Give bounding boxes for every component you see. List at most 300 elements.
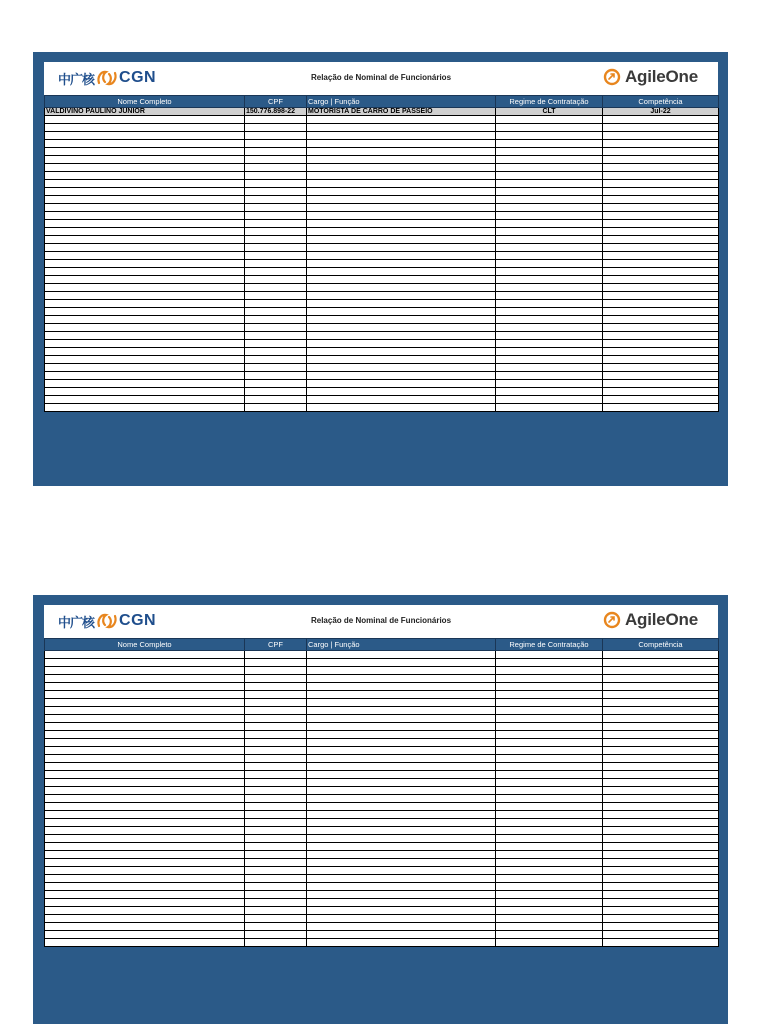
cell-regime-contratacao[interactable] — [496, 827, 603, 835]
cell-regime-contratacao[interactable] — [496, 883, 603, 891]
cell-cargo-funcao[interactable] — [307, 891, 496, 899]
table-row-empty[interactable] — [45, 292, 719, 300]
cell-cpf[interactable] — [245, 388, 307, 396]
cell-cpf[interactable] — [245, 396, 307, 404]
cell-competencia[interactable] — [603, 140, 719, 148]
cell-cargo-funcao[interactable] — [307, 140, 496, 148]
cell-cpf[interactable] — [245, 771, 307, 779]
cell-cargo-funcao[interactable] — [307, 356, 496, 364]
cell-nome-completo[interactable] — [45, 228, 245, 236]
table-row-empty[interactable] — [45, 747, 719, 755]
cell-nome-completo[interactable] — [45, 859, 245, 867]
cell-regime-contratacao[interactable] — [496, 707, 603, 715]
cell-cargo-funcao[interactable] — [307, 156, 496, 164]
table-row-empty[interactable] — [45, 835, 719, 843]
cell-regime-contratacao[interactable] — [496, 180, 603, 188]
cell-cargo-funcao[interactable] — [307, 651, 496, 659]
cell-nome-completo[interactable] — [45, 404, 245, 412]
cell-nome-completo[interactable] — [45, 244, 245, 252]
cell-nome-completo[interactable] — [45, 771, 245, 779]
table-row-empty[interactable] — [45, 867, 719, 875]
cell-nome-completo[interactable]: VALDIVINO PAULINO JUNIOR — [45, 108, 245, 116]
cell-regime-contratacao[interactable] — [496, 364, 603, 372]
cell-cpf[interactable] — [245, 683, 307, 691]
cell-cpf[interactable] — [245, 148, 307, 156]
cell-cpf[interactable] — [245, 196, 307, 204]
cell-competencia[interactable] — [603, 116, 719, 124]
cell-regime-contratacao[interactable] — [496, 723, 603, 731]
table-row-empty[interactable] — [45, 907, 719, 915]
cell-competencia[interactable] — [603, 396, 719, 404]
cell-cargo-funcao[interactable] — [307, 907, 496, 915]
cell-cargo-funcao[interactable] — [307, 172, 496, 180]
table-row-empty[interactable] — [45, 771, 719, 779]
cell-competencia[interactable] — [603, 731, 719, 739]
table-row-empty[interactable] — [45, 356, 719, 364]
cell-cpf[interactable] — [245, 867, 307, 875]
cell-competencia[interactable] — [603, 739, 719, 747]
cell-cargo-funcao[interactable] — [307, 372, 496, 380]
cell-cargo-funcao[interactable] — [307, 843, 496, 851]
table-row-empty[interactable] — [45, 819, 719, 827]
table-row-empty[interactable] — [45, 404, 719, 412]
table-row-empty[interactable] — [45, 675, 719, 683]
table-row-empty[interactable] — [45, 364, 719, 372]
cell-regime-contratacao[interactable] — [496, 132, 603, 140]
cell-regime-contratacao[interactable] — [496, 396, 603, 404]
cell-competencia[interactable] — [603, 332, 719, 340]
cell-nome-completo[interactable] — [45, 252, 245, 260]
cell-regime-contratacao[interactable] — [496, 140, 603, 148]
cell-regime-contratacao[interactable] — [496, 188, 603, 196]
cell-regime-contratacao[interactable] — [496, 763, 603, 771]
cell-cargo-funcao[interactable] — [307, 348, 496, 356]
cell-nome-completo[interactable] — [45, 915, 245, 923]
cell-cargo-funcao[interactable] — [307, 236, 496, 244]
cell-cpf[interactable] — [245, 923, 307, 931]
cell-nome-completo[interactable] — [45, 723, 245, 731]
cell-regime-contratacao[interactable] — [496, 739, 603, 747]
table-row-empty[interactable] — [45, 388, 719, 396]
cell-competencia[interactable] — [603, 819, 719, 827]
cell-nome-completo[interactable] — [45, 763, 245, 771]
table-row-empty[interactable] — [45, 340, 719, 348]
cell-nome-completo[interactable] — [45, 116, 245, 124]
cell-cargo-funcao[interactable] — [307, 388, 496, 396]
cell-cargo-funcao[interactable] — [307, 396, 496, 404]
cell-nome-completo[interactable] — [45, 396, 245, 404]
table-row-empty[interactable] — [45, 220, 719, 228]
cell-cargo-funcao[interactable] — [307, 795, 496, 803]
cell-cargo-funcao[interactable] — [307, 835, 496, 843]
cell-cargo-funcao[interactable] — [307, 308, 496, 316]
table-row-empty[interactable] — [45, 723, 719, 731]
table-row-empty[interactable] — [45, 715, 719, 723]
cell-competencia[interactable] — [603, 276, 719, 284]
cell-competencia[interactable] — [603, 723, 719, 731]
cell-cargo-funcao[interactable] — [307, 196, 496, 204]
table-row-empty[interactable] — [45, 739, 719, 747]
cell-nome-completo[interactable] — [45, 268, 245, 276]
cell-nome-completo[interactable] — [45, 779, 245, 787]
cell-regime-contratacao[interactable] — [496, 731, 603, 739]
cell-regime-contratacao[interactable] — [496, 859, 603, 867]
cell-cargo-funcao[interactable] — [307, 803, 496, 811]
cell-regime-contratacao[interactable] — [496, 907, 603, 915]
cell-competencia[interactable] — [603, 763, 719, 771]
cell-regime-contratacao[interactable] — [496, 715, 603, 723]
cell-nome-completo[interactable] — [45, 148, 245, 156]
cell-regime-contratacao[interactable] — [496, 939, 603, 947]
cell-cpf[interactable] — [245, 715, 307, 723]
cell-competencia[interactable] — [603, 683, 719, 691]
cell-cpf[interactable] — [245, 236, 307, 244]
cell-cpf[interactable] — [245, 316, 307, 324]
cell-regime-contratacao[interactable] — [496, 819, 603, 827]
table-row-empty[interactable] — [45, 651, 719, 659]
cell-cargo-funcao[interactable] — [307, 340, 496, 348]
cell-competencia[interactable] — [603, 923, 719, 931]
cell-cargo-funcao[interactable] — [307, 667, 496, 675]
cell-competencia[interactable] — [603, 755, 719, 763]
cell-regime-contratacao[interactable] — [496, 803, 603, 811]
cell-competencia[interactable] — [603, 324, 719, 332]
table-row-empty[interactable] — [45, 300, 719, 308]
table-row-empty[interactable] — [45, 132, 719, 140]
cell-cargo-funcao[interactable] — [307, 364, 496, 372]
cell-cpf[interactable] — [245, 795, 307, 803]
cell-nome-completo[interactable] — [45, 731, 245, 739]
cell-cpf[interactable] — [245, 268, 307, 276]
table-row-empty[interactable] — [45, 204, 719, 212]
cell-regime-contratacao[interactable] — [496, 795, 603, 803]
cell-cargo-funcao[interactable] — [307, 723, 496, 731]
cell-competencia[interactable] — [603, 787, 719, 795]
cell-cargo-funcao[interactable] — [307, 715, 496, 723]
cell-nome-completo[interactable] — [45, 180, 245, 188]
cell-cpf[interactable] — [245, 116, 307, 124]
table-row-empty[interactable] — [45, 707, 719, 715]
cell-nome-completo[interactable] — [45, 156, 245, 164]
cell-cpf[interactable] — [245, 140, 307, 148]
cell-cargo-funcao[interactable] — [307, 164, 496, 172]
cell-regime-contratacao[interactable] — [496, 899, 603, 907]
cell-cpf[interactable] — [245, 731, 307, 739]
cell-regime-contratacao[interactable] — [496, 292, 603, 300]
table-row-empty[interactable] — [45, 332, 719, 340]
cell-nome-completo[interactable] — [45, 324, 245, 332]
cell-nome-completo[interactable] — [45, 755, 245, 763]
table-row-empty[interactable] — [45, 939, 719, 947]
cell-cargo-funcao[interactable] — [307, 316, 496, 324]
cell-cpf[interactable] — [245, 651, 307, 659]
cell-regime-contratacao[interactable] — [496, 755, 603, 763]
cell-cargo-funcao[interactable] — [307, 827, 496, 835]
cell-nome-completo[interactable] — [45, 683, 245, 691]
cell-cpf[interactable] — [245, 875, 307, 883]
cell-cpf[interactable] — [245, 779, 307, 787]
cell-competencia[interactable] — [603, 204, 719, 212]
cell-competencia[interactable] — [603, 899, 719, 907]
cell-cpf[interactable] — [245, 348, 307, 356]
cell-cargo-funcao[interactable] — [307, 132, 496, 140]
cell-nome-completo[interactable] — [45, 795, 245, 803]
table-row-empty[interactable] — [45, 316, 719, 324]
cell-competencia[interactable] — [603, 228, 719, 236]
table-row-empty[interactable] — [45, 148, 719, 156]
cell-nome-completo[interactable] — [45, 340, 245, 348]
cell-competencia[interactable] — [603, 148, 719, 156]
cell-nome-completo[interactable] — [45, 172, 245, 180]
table-row-empty[interactable] — [45, 396, 719, 404]
cell-competencia[interactable] — [603, 172, 719, 180]
table-row-empty[interactable] — [45, 931, 719, 939]
cell-nome-completo[interactable] — [45, 883, 245, 891]
cell-cpf[interactable] — [245, 747, 307, 755]
cell-cpf[interactable] — [245, 124, 307, 132]
cell-cpf[interactable] — [245, 883, 307, 891]
cell-regime-contratacao[interactable]: CLT — [496, 108, 603, 116]
cell-regime-contratacao[interactable] — [496, 667, 603, 675]
cell-regime-contratacao[interactable] — [496, 228, 603, 236]
cell-regime-contratacao[interactable] — [496, 388, 603, 396]
cell-nome-completo[interactable] — [45, 939, 245, 947]
cell-nome-completo[interactable] — [45, 292, 245, 300]
table-row-empty[interactable] — [45, 827, 719, 835]
table-row-empty[interactable] — [45, 212, 719, 220]
cell-nome-completo[interactable] — [45, 891, 245, 899]
cell-competencia[interactable] — [603, 252, 719, 260]
cell-cpf[interactable] — [245, 308, 307, 316]
cell-cargo-funcao[interactable] — [307, 899, 496, 907]
cell-cargo-funcao[interactable] — [307, 124, 496, 132]
cell-competencia[interactable] — [603, 188, 719, 196]
cell-nome-completo[interactable] — [45, 875, 245, 883]
cell-cargo-funcao[interactable] — [307, 771, 496, 779]
table-row-empty[interactable] — [45, 308, 719, 316]
cell-competencia[interactable] — [603, 747, 719, 755]
cell-competencia[interactable] — [603, 308, 719, 316]
cell-cpf[interactable] — [245, 827, 307, 835]
cell-competencia[interactable] — [603, 212, 719, 220]
cell-competencia[interactable] — [603, 915, 719, 923]
cell-competencia[interactable] — [603, 859, 719, 867]
cell-cpf[interactable] — [245, 404, 307, 412]
cell-competencia[interactable] — [603, 284, 719, 292]
cell-cpf[interactable] — [245, 340, 307, 348]
cell-regime-contratacao[interactable] — [496, 779, 603, 787]
table-row-empty[interactable] — [45, 875, 719, 883]
table-row-empty[interactable] — [45, 779, 719, 787]
table-row-empty[interactable] — [45, 691, 719, 699]
cell-cpf[interactable] — [245, 220, 307, 228]
cell-competencia[interactable] — [603, 132, 719, 140]
cell-cpf[interactable] — [245, 332, 307, 340]
cell-cpf[interactable] — [245, 907, 307, 915]
table-row-empty[interactable] — [45, 372, 719, 380]
cell-cargo-funcao[interactable] — [307, 244, 496, 252]
table-row-empty[interactable] — [45, 803, 719, 811]
cell-regime-contratacao[interactable] — [496, 891, 603, 899]
cell-cpf[interactable] — [245, 939, 307, 947]
cell-cpf[interactable] — [245, 372, 307, 380]
cell-regime-contratacao[interactable] — [496, 316, 603, 324]
cell-competencia[interactable] — [603, 707, 719, 715]
cell-competencia[interactable] — [603, 372, 719, 380]
cell-cpf[interactable] — [245, 843, 307, 851]
cell-regime-contratacao[interactable] — [496, 284, 603, 292]
cell-competencia[interactable] — [603, 292, 719, 300]
cell-regime-contratacao[interactable] — [496, 915, 603, 923]
cell-cpf[interactable] — [245, 803, 307, 811]
cell-regime-contratacao[interactable] — [496, 867, 603, 875]
table-row-empty[interactable] — [45, 883, 719, 891]
cell-cpf[interactable] — [245, 324, 307, 332]
cell-nome-completo[interactable] — [45, 364, 245, 372]
cell-cargo-funcao[interactable] — [307, 252, 496, 260]
cell-regime-contratacao[interactable] — [496, 683, 603, 691]
cell-cargo-funcao[interactable] — [307, 923, 496, 931]
cell-nome-completo[interactable] — [45, 236, 245, 244]
cell-nome-completo[interactable] — [45, 691, 245, 699]
cell-cpf[interactable] — [245, 276, 307, 284]
cell-competencia[interactable] — [603, 260, 719, 268]
cell-regime-contratacao[interactable] — [496, 268, 603, 276]
cell-nome-completo[interactable] — [45, 923, 245, 931]
cell-regime-contratacao[interactable] — [496, 172, 603, 180]
cell-competencia[interactable] — [603, 364, 719, 372]
cell-competencia[interactable] — [603, 196, 719, 204]
cell-regime-contratacao[interactable] — [496, 811, 603, 819]
table-row-empty[interactable] — [45, 755, 719, 763]
cell-nome-completo[interactable] — [45, 851, 245, 859]
cell-competencia[interactable] — [603, 180, 719, 188]
cell-cpf[interactable] — [245, 699, 307, 707]
table-row-empty[interactable] — [45, 260, 719, 268]
cell-competencia[interactable] — [603, 156, 719, 164]
cell-cpf[interactable] — [245, 260, 307, 268]
cell-cargo-funcao[interactable] — [307, 228, 496, 236]
cell-nome-completo[interactable] — [45, 931, 245, 939]
cell-cpf[interactable] — [245, 675, 307, 683]
cell-competencia[interactable] — [603, 651, 719, 659]
cell-cargo-funcao[interactable] — [307, 699, 496, 707]
cell-nome-completo[interactable] — [45, 212, 245, 220]
cell-regime-contratacao[interactable] — [496, 659, 603, 667]
cell-regime-contratacao[interactable] — [496, 260, 603, 268]
cell-cargo-funcao[interactable] — [307, 675, 496, 683]
cell-cpf[interactable] — [245, 172, 307, 180]
cell-cargo-funcao[interactable] — [307, 915, 496, 923]
cell-cpf[interactable] — [245, 739, 307, 747]
cell-competencia[interactable] — [603, 891, 719, 899]
cell-regime-contratacao[interactable] — [496, 252, 603, 260]
cell-regime-contratacao[interactable] — [496, 875, 603, 883]
cell-nome-completo[interactable] — [45, 188, 245, 196]
cell-cpf[interactable] — [245, 659, 307, 667]
cell-cargo-funcao[interactable] — [307, 731, 496, 739]
cell-nome-completo[interactable] — [45, 803, 245, 811]
cell-cpf[interactable] — [245, 244, 307, 252]
table-row-empty[interactable] — [45, 124, 719, 132]
cell-regime-contratacao[interactable] — [496, 236, 603, 244]
cell-nome-completo[interactable] — [45, 356, 245, 364]
cell-regime-contratacao[interactable] — [496, 675, 603, 683]
cell-competencia[interactable] — [603, 659, 719, 667]
cell-regime-contratacao[interactable] — [496, 196, 603, 204]
cell-cargo-funcao[interactable] — [307, 188, 496, 196]
cell-cpf[interactable] — [245, 164, 307, 172]
cell-regime-contratacao[interactable] — [496, 212, 603, 220]
cell-regime-contratacao[interactable] — [496, 699, 603, 707]
table-row-empty[interactable] — [45, 843, 719, 851]
table-row-empty[interactable] — [45, 236, 719, 244]
cell-cargo-funcao[interactable] — [307, 851, 496, 859]
cell-cpf[interactable] — [245, 228, 307, 236]
table-row-empty[interactable] — [45, 116, 719, 124]
cell-cargo-funcao[interactable] — [307, 875, 496, 883]
cell-regime-contratacao[interactable] — [496, 300, 603, 308]
cell-competencia[interactable] — [603, 771, 719, 779]
cell-nome-completo[interactable] — [45, 388, 245, 396]
cell-cargo-funcao[interactable] — [307, 204, 496, 212]
cell-regime-contratacao[interactable] — [496, 244, 603, 252]
cell-cpf[interactable] — [245, 667, 307, 675]
cell-competencia[interactable] — [603, 715, 719, 723]
table-row-empty[interactable] — [45, 915, 719, 923]
cell-cpf[interactable] — [245, 811, 307, 819]
cell-cargo-funcao[interactable] — [307, 787, 496, 795]
cell-cpf[interactable] — [245, 691, 307, 699]
cell-nome-completo[interactable] — [45, 907, 245, 915]
table-row-empty[interactable] — [45, 268, 719, 276]
cell-competencia[interactable] — [603, 803, 719, 811]
cell-competencia[interactable] — [603, 124, 719, 132]
cell-cpf[interactable] — [245, 180, 307, 188]
cell-competencia[interactable] — [603, 236, 719, 244]
cell-nome-completo[interactable] — [45, 707, 245, 715]
cell-nome-completo[interactable] — [45, 867, 245, 875]
table-row-empty[interactable] — [45, 348, 719, 356]
cell-competencia[interactable] — [603, 380, 719, 388]
cell-cargo-funcao[interactable] — [307, 683, 496, 691]
cell-cargo-funcao[interactable]: MOTORISTA DE CARRO DE PASSEIO — [307, 108, 496, 116]
cell-cargo-funcao[interactable] — [307, 755, 496, 763]
cell-regime-contratacao[interactable] — [496, 148, 603, 156]
cell-regime-contratacao[interactable] — [496, 124, 603, 132]
cell-cpf[interactable] — [245, 851, 307, 859]
cell-nome-completo[interactable] — [45, 835, 245, 843]
cell-nome-completo[interactable] — [45, 380, 245, 388]
cell-competencia[interactable] — [603, 939, 719, 947]
cell-competencia[interactable] — [603, 883, 719, 891]
cell-cpf[interactable] — [245, 931, 307, 939]
cell-regime-contratacao[interactable] — [496, 324, 603, 332]
table-row-empty[interactable] — [45, 180, 719, 188]
cell-cargo-funcao[interactable] — [307, 260, 496, 268]
cell-nome-completo[interactable] — [45, 811, 245, 819]
table-row-empty[interactable] — [45, 787, 719, 795]
cell-cpf[interactable] — [245, 292, 307, 300]
cell-competencia[interactable] — [603, 779, 719, 787]
cell-cpf[interactable] — [245, 859, 307, 867]
cell-competencia[interactable] — [603, 851, 719, 859]
cell-cargo-funcao[interactable] — [307, 404, 496, 412]
cell-regime-contratacao[interactable] — [496, 923, 603, 931]
cell-nome-completo[interactable] — [45, 204, 245, 212]
cell-nome-completo[interactable] — [45, 316, 245, 324]
cell-regime-contratacao[interactable] — [496, 787, 603, 795]
